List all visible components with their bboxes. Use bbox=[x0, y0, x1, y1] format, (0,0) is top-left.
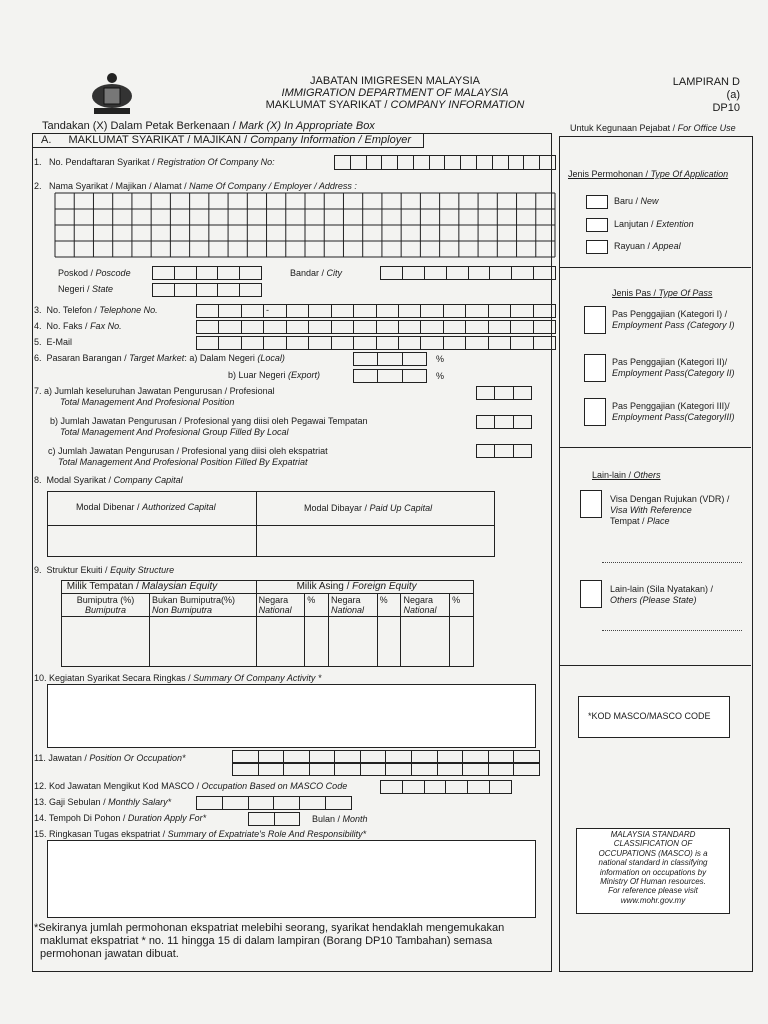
masco-note-line: OCCUPATIONS (MASCO) is a bbox=[598, 848, 708, 858]
pct-3-header: % bbox=[450, 594, 474, 617]
appeal-checkbox[interactable] bbox=[586, 240, 608, 254]
field-7a-label-en: Total Management And Profesional Position bbox=[60, 397, 235, 407]
month-label: Bulan / Month bbox=[312, 814, 368, 824]
masco-code-input[interactable] bbox=[380, 780, 512, 792]
form-title: MAKLUMAT SYARIKAT / COMPANY INFORMATION bbox=[265, 99, 525, 111]
field-9-label: 9. Struktur Ekuiti / Equity Structure bbox=[34, 565, 175, 575]
masco-code-label: *KOD MASCO/MASCO CODE bbox=[588, 711, 711, 721]
telephone-dash: - bbox=[266, 305, 269, 315]
field-7b-label-en: Total Management And Profesional Group Filled By Local bbox=[60, 427, 289, 437]
local-market-input[interactable] bbox=[353, 352, 427, 364]
nation-2-cell[interactable] bbox=[329, 617, 378, 667]
capital-box bbox=[47, 491, 495, 557]
field-4-label: 4. No. Faks / Fax No. bbox=[34, 321, 122, 331]
field-8-label: 8. Modal Syarikat / Company Capital bbox=[34, 475, 183, 485]
crest-logo bbox=[86, 66, 138, 118]
field-11-label: 11. Jawatan / Position Or Occupation* bbox=[34, 753, 186, 763]
masco-note-line: CLASSIFICATION OF bbox=[613, 839, 693, 849]
pct-1-cell[interactable] bbox=[305, 617, 329, 667]
ep-category-1-checkbox[interactable] bbox=[584, 306, 606, 334]
registration-number-input[interactable] bbox=[334, 155, 556, 168]
nation-2-header: Negara National bbox=[329, 594, 378, 617]
extension-checkbox[interactable] bbox=[586, 218, 608, 232]
field-10-label: 10. Kegiatan Syarikat Secara Ringkas / Summary Of Company Activity * bbox=[34, 673, 322, 683]
masco-note-line: Ministry Of Human resources. bbox=[600, 877, 706, 887]
email-input[interactable] bbox=[196, 336, 556, 348]
authorized-capital-input[interactable] bbox=[49, 527, 255, 555]
masco-note-line: For reference please visit bbox=[608, 886, 698, 896]
field-15-label: 15. Ringkasan Tugas ekspatriat / Summary of Expatriate's Role And Responsibility* bbox=[34, 829, 367, 839]
export-label: b) Luar Negeri (Export) bbox=[228, 370, 321, 380]
ep-category-3-label: Pas Penggajian (Kategori III)/ Employment Pass(CategoryIII) bbox=[612, 401, 735, 422]
annex-label: LAMPIRAN D (a) bbox=[672, 76, 740, 101]
export-percent: % bbox=[436, 371, 445, 381]
vdr-label: Visa Dengan Rujukan (VDR) / Visa With Reference Tempat / Place bbox=[610, 494, 730, 526]
new-checkbox[interactable] bbox=[586, 195, 608, 209]
ep-category-1-label: Pas Penggajian (Kategori I) / Employment Pass (Category I) bbox=[612, 309, 735, 330]
local-percent: % bbox=[436, 354, 445, 364]
local-equity-header: Milik Tempatan / Malaysian Equity bbox=[62, 581, 257, 594]
field-7a-label: 7. a) Jumlah keseluruhan Jawatan Pengurusan / Profesional bbox=[34, 386, 275, 396]
bumiputra-header: Bumiputra (%) Bumiputra bbox=[62, 594, 150, 617]
footnote: *Sekiranya jumlah permohonan ekspatriat melebihi seorang, syarikat hendaklah mengemukakan maklumat ekspatriat * no. 11 hingga 15 di dalam lampiran (Borang DP10 Tambahan) semasa permohonan jawatan dibuat. bbox=[34, 922, 505, 960]
poscode-input[interactable] bbox=[152, 266, 262, 278]
field-7b-label: b) Jumlah Jawatan Pengurusan / Profesional yang diisi oleh Pegawai Tempatan bbox=[50, 416, 368, 426]
equity-table bbox=[61, 580, 474, 667]
others-state-label: Lain-lain (Sila Nyatakan) / Others (Please State) bbox=[610, 584, 714, 605]
nation-3-header: Negara National bbox=[401, 594, 450, 617]
telephone-input[interactable] bbox=[196, 304, 556, 316]
pct-1-header: % bbox=[305, 594, 329, 617]
state-label: Negeri / State bbox=[58, 284, 114, 294]
bumiputra-cell[interactable] bbox=[62, 617, 150, 667]
ep-category-2-label: Pas Penggajian (Kategori II)/ Employment Pass(Category II) bbox=[612, 357, 735, 378]
state-input[interactable] bbox=[152, 283, 262, 295]
address-grid[interactable] bbox=[54, 192, 556, 258]
pct-3-cell[interactable] bbox=[450, 617, 474, 667]
masco-note-line: www.mohr.gov.my bbox=[620, 895, 686, 905]
new-label: Baru / New bbox=[614, 196, 659, 206]
nation-3-cell[interactable] bbox=[401, 617, 450, 667]
pct-2-cell[interactable] bbox=[377, 617, 401, 667]
expat-positions-input[interactable] bbox=[476, 444, 532, 456]
paid-capital-label: Modal Dibayar / Paid Up Capital bbox=[304, 503, 433, 513]
city-input[interactable] bbox=[380, 266, 556, 278]
field-14-label: 14. Tempoh Di Pohon / Duration Apply For* bbox=[34, 813, 207, 823]
duration-input[interactable] bbox=[248, 812, 300, 824]
monthly-salary-input[interactable] bbox=[196, 796, 352, 808]
others-state-line[interactable] bbox=[602, 630, 742, 631]
agency-name: JABATAN IMIGRESEN MALAYSIA bbox=[310, 75, 480, 87]
field-2-label: 2. Nama Syarikat / Majikan / Alamat / Name Of Company / Employer / Address : bbox=[34, 181, 357, 191]
nation-1-cell[interactable] bbox=[256, 617, 305, 667]
section-a-header: A. MAKLUMAT SYARIKAT / MAJIKAN / Company Information / Employer bbox=[33, 134, 424, 148]
field-7c-label: c) Jumlah Jawatan Pengurusan / Profesional yang diisi oleh ekspatriat bbox=[48, 446, 328, 456]
application-type-heading: Jenis Permohonan / Type Of Application bbox=[568, 169, 729, 179]
vdr-checkbox[interactable] bbox=[580, 490, 602, 518]
city-label: Bandar / City bbox=[290, 268, 343, 278]
masco-note-line: national standard in classifying bbox=[598, 858, 708, 868]
extension-label: Lanjutan / Extention bbox=[614, 219, 694, 229]
field-12-label: 12. Kod Jawatan Mengikut Kod MASCO / Occupation Based on MASCO Code bbox=[34, 781, 348, 791]
appeal-label: Rayuan / Appeal bbox=[614, 241, 681, 251]
field-1-label: 1. No. Pendaftaran Syarikat / Registration Of Company No: bbox=[34, 157, 275, 167]
ep-category-3-checkbox[interactable] bbox=[584, 398, 606, 426]
poscode-label: Poskod / Poscode bbox=[58, 268, 131, 278]
masco-note-line: information on occupations by bbox=[599, 867, 707, 877]
masco-note-line: MALAYSIA STANDARD bbox=[610, 830, 696, 839]
total-positions-input[interactable] bbox=[476, 386, 532, 398]
agency-name-en: IMMIGRATION DEPARTMENT OF MALAYSIA bbox=[281, 87, 509, 99]
field-3-label: 3. No. Telefon / Telephone No. bbox=[34, 305, 158, 315]
local-positions-input[interactable] bbox=[476, 415, 532, 427]
pass-type-heading: Jenis Pas / Type Of Pass bbox=[612, 288, 713, 298]
instruction-text: Tandakan (X) Dalam Petak Berkenaan / Mark (X) In Appropriate Box bbox=[42, 120, 375, 132]
others-heading: Lain-lain / Others bbox=[592, 470, 661, 480]
position-input-row1[interactable] bbox=[232, 750, 540, 762]
ep-category-2-checkbox[interactable] bbox=[584, 354, 606, 382]
fax-input[interactable] bbox=[196, 320, 556, 332]
company-activity-input[interactable] bbox=[47, 684, 536, 748]
others-state-checkbox[interactable] bbox=[580, 580, 602, 608]
non-bumiputra-header: Bukan Bumiputra(%) Non Bumiputra bbox=[149, 594, 256, 617]
field-7c-label-en: Total Management And Profesional Position Filled By Expatriat bbox=[58, 457, 308, 467]
form-code: DP10 bbox=[712, 102, 740, 114]
nation-1-header: Negara National bbox=[256, 594, 305, 617]
masco-code-box[interactable] bbox=[578, 696, 730, 738]
field-5-label: 5. E-Mail bbox=[34, 337, 73, 347]
position-input-row2[interactable] bbox=[232, 762, 540, 774]
vdr-place-line[interactable] bbox=[602, 562, 742, 563]
office-use-label: Untuk Kegunaan Pejabat / For Office Use bbox=[570, 123, 736, 133]
expatriate-summary-input[interactable] bbox=[47, 840, 536, 918]
non-bumiputra-cell[interactable] bbox=[149, 617, 256, 667]
field-13-label: 13. Gaji Sebulan / Monthly Salary* bbox=[34, 797, 172, 807]
paid-capital-input[interactable] bbox=[258, 527, 493, 555]
export-market-input[interactable] bbox=[353, 369, 427, 381]
field-6-label: 6. Pasaran Barangan / Target Market: a) Dalam Negeri (Local) bbox=[34, 353, 285, 363]
masco-info-box bbox=[576, 828, 730, 914]
pct-2-header: % bbox=[377, 594, 401, 617]
foreign-equity-header: Milik Asing / Foreign Equity bbox=[256, 581, 473, 594]
authorized-capital-label: Modal Dibenar / Authorized Capital bbox=[76, 502, 216, 512]
